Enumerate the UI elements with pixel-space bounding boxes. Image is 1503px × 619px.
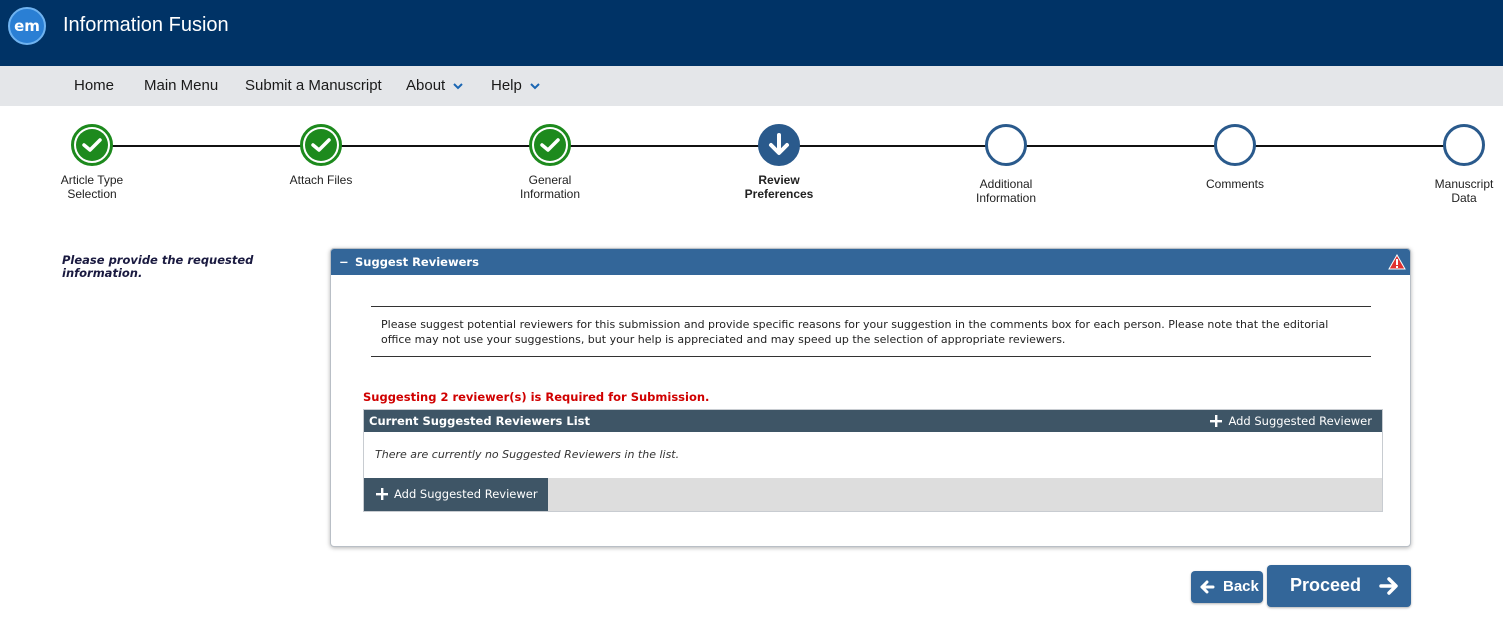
app-header (0, 0, 1503, 66)
nav-help-label: Help (491, 77, 522, 94)
plus-icon (1210, 415, 1222, 427)
step-review-preferences[interactable] (709, 124, 849, 201)
add-label: Add Suggested Reviewer (1228, 414, 1372, 428)
list-title: Current Suggested Reviewers List (369, 414, 591, 428)
step-label-line1: Additional (979, 177, 1033, 191)
arrow-left-icon (1199, 580, 1215, 594)
step-label-line1: Comments (1205, 177, 1264, 191)
list-footer (364, 478, 1382, 511)
check-icon (82, 137, 102, 153)
arrow-down-icon (767, 132, 791, 158)
panel-title: Suggest Reviewers (355, 255, 479, 269)
step-complete-marker (300, 124, 342, 166)
step-article-type-selection[interactable] (22, 124, 162, 201)
step-label-line1: Article Type (60, 173, 124, 187)
step-label (1165, 177, 1305, 191)
add-suggested-reviewer-button-bottom[interactable] (364, 478, 548, 511)
arrow-right-icon (1379, 576, 1399, 596)
step-label-line1: Attach Files (289, 173, 353, 187)
step-complete-marker (529, 124, 571, 166)
step-comments[interactable] (1165, 124, 1305, 191)
nav-main-menu[interactable]: Main Menu (144, 77, 219, 94)
back-button[interactable] (1191, 571, 1263, 603)
nav-home[interactable]: Home (74, 77, 115, 94)
step-pending-marker (1443, 124, 1485, 166)
list-header (364, 410, 1382, 432)
step-label-line2: Preferences (744, 187, 814, 201)
step-label-line1: Review (758, 173, 800, 187)
step-label (1394, 177, 1503, 205)
collapse-icon[interactable]: − (339, 255, 349, 269)
nav-about[interactable] (406, 66, 463, 106)
suggest-reviewers-panel (330, 248, 1411, 547)
add-suggested-reviewer-button-top[interactable] (1210, 410, 1372, 432)
chevron-down-icon (453, 81, 463, 91)
panel-header[interactable] (331, 249, 1410, 275)
required-message: Suggesting 2 reviewer(s) is Required for Submission. (363, 390, 710, 404)
step-label (480, 173, 620, 201)
suggested-reviewers-list (363, 409, 1383, 512)
warning-icon (1388, 254, 1406, 270)
back-label: Back (1223, 578, 1259, 595)
chevron-down-icon (530, 81, 540, 91)
step-label-line2: Data (1451, 191, 1477, 205)
step-label-line2: Selection (67, 187, 117, 201)
proceed-button[interactable] (1267, 565, 1411, 607)
step-attach-files[interactable] (251, 124, 391, 187)
check-icon (540, 137, 560, 153)
instruction-text: Please provide the requested information. (62, 253, 254, 280)
add-label: Add Suggested Reviewer (394, 487, 538, 501)
step-label-line2: Information (975, 191, 1037, 205)
main-nav (0, 66, 1503, 106)
step-complete-marker (71, 124, 113, 166)
step-label (709, 173, 849, 201)
step-general-information[interactable] (480, 124, 620, 201)
step-label (22, 173, 162, 201)
step-pending-marker (1214, 124, 1256, 166)
nav-submit-manuscript[interactable]: Submit a Manuscript (245, 77, 382, 94)
step-label-line2: Information (519, 187, 581, 201)
proceed-label: Proceed (1290, 575, 1362, 595)
nav-help[interactable] (491, 66, 540, 106)
step-current-marker (758, 124, 800, 166)
plus-icon (376, 488, 388, 500)
em-logo[interactable]: em (8, 7, 46, 45)
step-label-line1: General (528, 173, 572, 187)
app-title: Information Fusion (63, 14, 229, 36)
step-manuscript-data[interactable] (1394, 124, 1503, 205)
instructions-note: Please suggest potential reviewers for this submission and provide specific reasons for your suggestion in the comments box for each person. Please note that the editorial office may not use your suggestions, but your help is appreciated and may speed up the selection of appropriate reviewers. (371, 306, 1371, 357)
step-additional-information[interactable] (936, 124, 1076, 205)
nav-about-label: About (406, 77, 446, 94)
check-icon (311, 137, 331, 153)
step-label (251, 173, 391, 187)
step-pending-marker (985, 124, 1027, 166)
empty-list-message: There are currently no Suggested Reviewers in the list. (375, 448, 680, 461)
step-label (936, 177, 1076, 205)
step-label-line1: Manuscript (1434, 177, 1494, 191)
